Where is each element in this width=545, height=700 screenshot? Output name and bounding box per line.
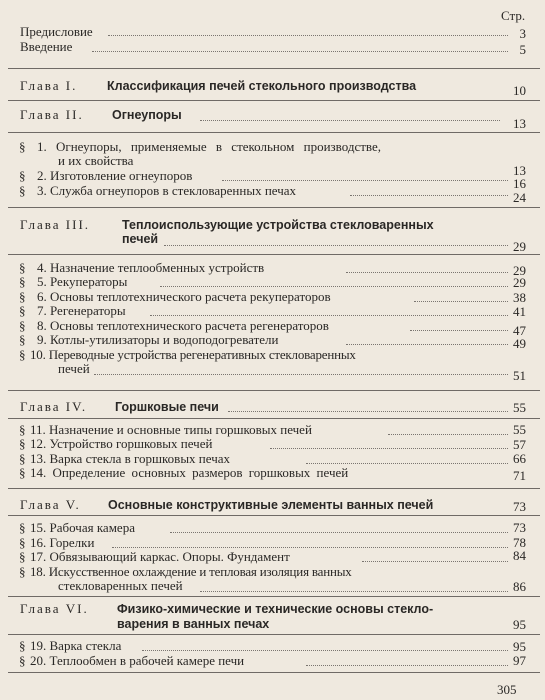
- chapter-divider: [8, 596, 540, 597]
- section-page: 71: [513, 468, 526, 483]
- section-title: 3. Служба огнеупоров в стекловаренных печах: [37, 183, 297, 198]
- chapter-title: Огнеупоры: [112, 108, 182, 122]
- section-divider: [8, 515, 540, 516]
- section-symbol: §: [19, 168, 26, 183]
- section-divider: [8, 634, 540, 635]
- chapter-page: 95: [513, 617, 526, 632]
- section-title-cont: и их свойства: [58, 153, 134, 168]
- section-symbol: §: [19, 260, 26, 275]
- section-title: 11. Назначение и основные типы горшковых печей: [30, 422, 312, 437]
- section-page: 66: [513, 451, 526, 466]
- section-page: 84: [513, 548, 526, 563]
- leader-dots: [222, 180, 508, 181]
- section-title: 20. Теплообмен в рабочей камере печи: [30, 653, 245, 668]
- section-page: 47: [513, 323, 526, 338]
- chapter-label: Глава V.: [20, 497, 81, 512]
- section-title: 5. Рекуператоры: [37, 274, 128, 289]
- leader-dots: [346, 344, 508, 345]
- section-symbol: §: [19, 318, 26, 333]
- entry-page: 5: [519, 42, 526, 57]
- section-divider: [8, 254, 540, 255]
- section-symbol: §: [19, 422, 26, 437]
- chapter-page: 73: [513, 499, 526, 514]
- chapter-title: Физико-химические и технические основы стекло-: [117, 602, 434, 616]
- section-page: 24: [513, 190, 526, 205]
- chapter-title: Горшковые печи: [115, 400, 219, 414]
- leader-dots: [150, 315, 508, 316]
- section-symbol: §: [19, 436, 26, 451]
- chapter-title: Основные конструктивные элементы ванных печей: [108, 498, 434, 512]
- section-title: 4. Назначение теплообменных устройств: [37, 260, 265, 275]
- chapter-title-cont: печей: [122, 232, 159, 246]
- leader-dots: [164, 245, 508, 246]
- chapter-title-cont: варения в ванных печах: [117, 617, 270, 631]
- footer-divider: [8, 672, 540, 673]
- entry-title: Введение: [20, 39, 73, 54]
- chapter-page: 10: [513, 83, 526, 98]
- section-title: 16. Горелки: [30, 535, 95, 550]
- chapter-page: 55: [513, 400, 526, 415]
- chapter-label: Глава II.: [20, 107, 84, 122]
- section-symbol: §: [19, 451, 26, 466]
- leader-dots: [108, 35, 508, 36]
- section-title: 10. Переводные устройства регенеративных стекловаренных: [30, 347, 356, 362]
- leader-dots: [112, 547, 508, 548]
- section-page: 78: [513, 535, 526, 550]
- section-page: 57: [513, 437, 526, 452]
- section-page: 13: [513, 163, 526, 178]
- leader-dots: [160, 286, 508, 287]
- section-page: 41: [513, 304, 526, 319]
- section-title: 13. Варка стекла в горшковых печах: [30, 451, 231, 466]
- section-title: 1. Огнеупоры, применяемые в стекольном производстве,: [37, 139, 381, 154]
- leader-dots: [306, 665, 508, 666]
- leader-dots: [94, 374, 508, 375]
- section-page: 49: [513, 336, 526, 351]
- section-symbol: §: [19, 139, 26, 154]
- section-page: 86: [513, 579, 526, 594]
- entry-page: 3: [519, 26, 526, 41]
- chapter-label: Глава III.: [20, 217, 91, 232]
- section-title: 6. Основы теплотехнического расчета рекуператоров: [37, 289, 331, 304]
- section-symbol: §: [19, 332, 26, 347]
- chapter-title: Теплоиспользующие устройства стекловаренных: [122, 218, 434, 232]
- section-title: 7. Регенераторы: [37, 303, 126, 318]
- leader-dots: [306, 463, 508, 464]
- section-symbol: §: [19, 289, 26, 304]
- section-symbol: §: [19, 183, 26, 198]
- chapter-divider: [8, 207, 540, 208]
- section-title-cont: печей: [58, 361, 90, 376]
- leader-dots: [92, 51, 508, 52]
- section-title: 2. Изготовление огнеупоров: [37, 168, 193, 183]
- section-page: 95: [513, 639, 526, 654]
- chapter-page: 29: [513, 239, 526, 254]
- section-title: 17. Обвязывающий каркас. Опоры. Фундамент: [30, 549, 290, 564]
- section-title: 14. Определение основных размеров горшковых печей: [30, 465, 349, 480]
- chapter-divider: [8, 390, 540, 391]
- section-title: 19. Варка стекла: [30, 638, 122, 653]
- leader-dots: [200, 591, 508, 592]
- section-symbol: §: [19, 303, 26, 318]
- section-page: 97: [513, 653, 526, 668]
- section-symbol: §: [19, 638, 26, 653]
- section-symbol: §: [19, 274, 26, 289]
- section-symbol: §: [19, 520, 26, 535]
- leader-dots: [228, 411, 508, 412]
- section-divider: [8, 418, 540, 419]
- entry-title: Предисловие: [20, 24, 93, 39]
- section-page: 73: [513, 520, 526, 535]
- section-title-cont: стекловаренных печей: [58, 578, 183, 593]
- page-column-header: Стр.: [501, 8, 526, 23]
- section-page: 29: [513, 275, 526, 290]
- section-page: 38: [513, 290, 526, 305]
- section-title: 15. Рабочая камера: [30, 520, 135, 535]
- section-symbol: §: [19, 653, 26, 668]
- section-page: 51: [513, 368, 526, 383]
- section-symbol: §: [19, 564, 26, 579]
- section-page: 29: [513, 263, 526, 278]
- section-title: 9. Котлы-утилизаторы и водоподогреватели: [37, 332, 279, 347]
- chapter-label: Глава I.: [20, 78, 78, 93]
- chapter-label: Глава IV.: [20, 399, 88, 414]
- section-title: 12. Устройство горшковых печей: [30, 436, 213, 451]
- section-symbol: §: [19, 535, 26, 550]
- section-symbol: §: [19, 549, 26, 564]
- leader-dots: [346, 272, 508, 273]
- page-number: 305: [497, 682, 517, 697]
- chapter-page: 13: [513, 116, 526, 131]
- leader-dots: [142, 650, 508, 651]
- section-title: 18. Искусственное охлаждение и тепловая изоляция ванных: [30, 564, 352, 579]
- leader-dots: [200, 120, 500, 121]
- section-symbol: §: [19, 347, 26, 362]
- leader-dots: [270, 448, 508, 449]
- chapter-title: Классификация печей стекольного производства: [107, 79, 417, 93]
- section-divider: [8, 132, 540, 133]
- chapter-divider: [8, 100, 540, 101]
- section-page: 55: [513, 422, 526, 437]
- leader-dots: [350, 195, 508, 196]
- chapter-divider: [8, 488, 540, 489]
- section-title: 8. Основы теплотехнического расчета регенераторов: [37, 318, 329, 333]
- section-symbol: §: [19, 465, 26, 480]
- chapter-divider: [8, 68, 540, 69]
- chapter-label: Глава VI.: [20, 601, 89, 616]
- section-page: 16: [513, 176, 526, 191]
- leader-dots: [170, 532, 508, 533]
